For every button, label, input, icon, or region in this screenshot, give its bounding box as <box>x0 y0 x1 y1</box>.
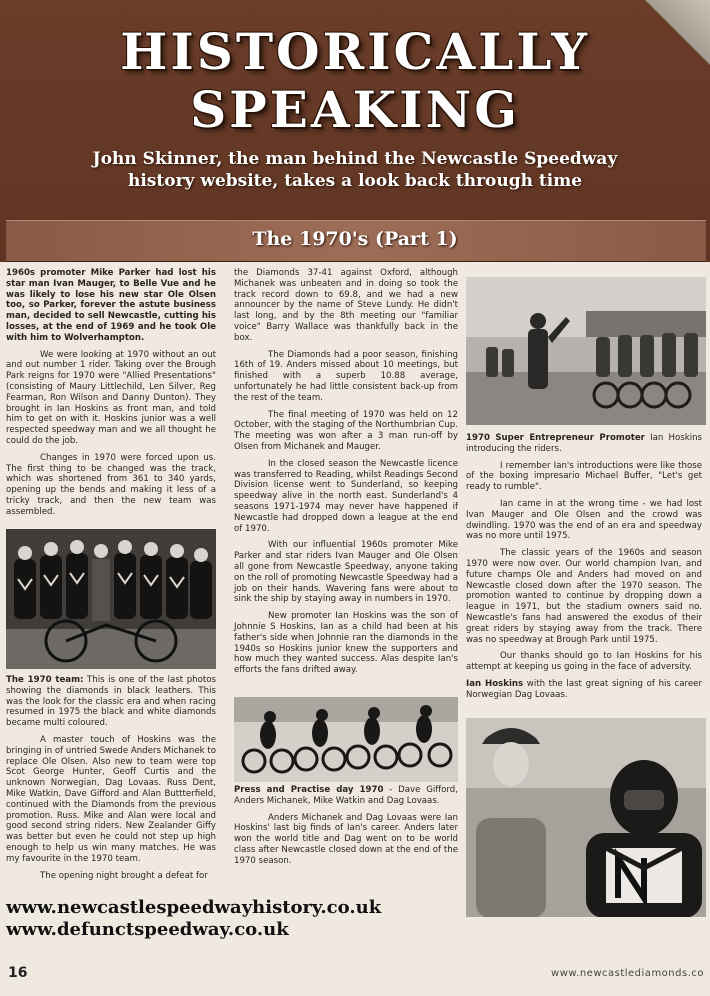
page-number: 16 <box>8 965 28 981</box>
hoskins-lovaas-photo <box>466 718 706 918</box>
intro-paragraph: 1960s promoter Mike Parker had lost his star man Ivan Mauger, to Belle Vue and he was likely to lose his new star Ole Olsen too, so Parker, forever the astute business man, decided to sell Newcastle, cutting his losses, at the end of 1969 and he took Ole with him to Wolverhampton. <box>6 268 216 343</box>
website-link-history[interactable]: www.newcastlespeedwayhistory.co.uk <box>6 897 382 918</box>
column-3 <box>466 433 702 707</box>
paragraph: We were looking at 1970 without an out and out number 1 rider. Taking over the Brough Park reigns for 1970 were "Allied Presentations" (consisting of Maury Littlechild, Len Silver, Reg Fearman, Ron Wilson and Danny Dunton). They brought in Ian Hoskins as front man, and told him to get on with it. Hoskins junior was a well respected speedway man and we all thought he could do the job. <box>6 349 216 446</box>
title-line-1: HISTORICALLY <box>120 22 590 81</box>
hoskins-lovaas-illustration <box>466 718 706 918</box>
column-2 <box>234 268 458 682</box>
website-link-defunct[interactable]: www.defunctspeedway.co.uk <box>6 919 289 940</box>
paragraph: Ian came in at the wrong time - we had lost Ivan Mauger and Ole Olsen and the crowd was dwindling. 1970 was the end of an era and speedway was no more until 1975. <box>466 498 702 542</box>
paragraph: New promoter Ian Hoskins was the son of Johnnie S Hoskins, Ian as a child had been at his father's side when Johnnie ran the diamonds in the 1940s so Hoskins junior knew the supporters and how much they wanted success. Alas despite Ian's efforts the fans drifted away. <box>234 611 458 676</box>
paragraph: In the closed season the Newcastle licence was transferred to Reading, whilst Readings Second Division license went to Sunderland, so keeping speedway alive in the north east. Sunderland's 4 seasons 1971-1974 may never have happened if Newcastle had dropped down a league at the end of 1970. <box>234 458 458 534</box>
footer-website: www.newcastlediamonds.co <box>551 968 704 979</box>
paragraph: the Diamonds 37-41 against Oxford, although Michanek was unbeaten and in doing so took the track record down to 69.8, and we had a new announcer by the name of Steve Lundy. He didn't last long, and by the 8th meeting our "familiar voice" Barry Wallace was thankfully back in the box. <box>234 268 458 343</box>
column-1 <box>6 268 216 524</box>
title-line-2: SPEAKING <box>190 80 520 139</box>
practice-day-illustration <box>234 697 458 782</box>
team-photo-1970 <box>6 529 216 669</box>
column-1-lower <box>6 675 216 887</box>
paragraph: With our influential 1960s promoter Mike Parker and star riders Ivan Mauger and Ole Olsen all gone from Newcastle Speedway, anyone taking on the roll of promoting Newcastle Speedway had a job on their hands. Wavering fans were about to sink the ship by staying away in numbers in 1970. <box>234 540 458 605</box>
paragraph: The opening night brought a defeat for <box>40 870 208 881</box>
caption-text: This is one of the last photos showing the diamonds in black leathers. This was the look for the classic era and when racing resumed in 1975 the black and white diamonds became multi coloured. <box>6 675 216 729</box>
paragraph: Changes in 1970 were forced upon us. The first thing to be changed was the track, which was shortened from 361 to 340 yards, opening up the bends and making it less of a tricky track, and then the new team was assembled. <box>6 452 216 517</box>
column-2-lower <box>234 785 458 873</box>
paragraph: Our thanks should go to Ian Hoskins for his attempt at keeping us going in the face of adversity. <box>466 651 702 673</box>
paragraph: The classic years of the 1960s and season 1970 were now over. Our world champion Ivan, and future champs Ole and Anders had moved on and Newcastle closed down after the 1970 season. The promotion wanted to continue by dropping down a league in 1971, but the stadium owners said no. Newcastle's fans had answered the exodus of their great riders by staying away from the track. There was no speedway at Brough Park until 1975. <box>466 548 702 645</box>
caption-text: with the last great signing of his career Norwegian Dag Lovaas. <box>466 678 702 700</box>
paragraph: I remember Ian's introductions were like those of the boxing impresario Michael Buffer, "Let's get ready to rumble". <box>466 460 702 493</box>
promoter-introduction-photo <box>466 277 706 425</box>
caption-label: The 1970 team: <box>6 675 84 685</box>
promoter-introduction-illustration <box>466 277 706 425</box>
caption-text: Ian Hoskins introducing the riders. <box>466 433 703 454</box>
subtitle: John Skinner, the man behind the Newcastle Speedway history website, takes a look back through time <box>92 149 618 191</box>
paragraph: A master touch of Hoskins was the bringing in of untried Swede Anders Michanek to replace Ole Olsen. Also new to team were top Scot George Hunter, Geoff Curtis and the unknown Norwegian, Dag Lovaas. Russ Dent, Mike Watkin, Dave Gifford and Alan Buttterfield, continued with the Diamonds from the previous promotion. Russ. Mike and Alan were local and good second string riders. New Zealander Giffy was better but even he could not step up high enough to help us win many matches. He was my favourite in the 1970 team. <box>6 734 216 864</box>
paragraph: Anders Michanek and Dag Lovaas were Ian Hoskins' last big finds of Ian's career. Anders later won the world title and Dag went on to be world class after Newcastle closed down at the end of the 1970 season. <box>234 812 458 866</box>
paragraph: The Diamonds had a poor season, finishing 16th of 19. Anders missed about 10 meetings, but finished with a superb 10.88 average, unfortunately he had little consistent back-up from the rest of the team. <box>234 349 458 403</box>
team-photo-illustration <box>6 529 216 669</box>
caption-text: - Dave Gifford, Anders Michanek, Mike Watkin and Dag Lovaas. <box>234 785 458 806</box>
section-title: The 1970's (Part 1) <box>252 228 458 250</box>
paragraph: The final meeting of 1970 was held on 12 October, with the staging of the Northumbrian Cup. The meeting was won after a 3 man run-off by Olsen from Michanek and Mauger. <box>234 409 458 452</box>
caption-label: Press and Practise day 1970 <box>234 785 384 795</box>
caption-label: Ian Hoskins <box>466 678 524 689</box>
caption-label: 1970 Super Entrepreneur Promoter <box>466 433 645 443</box>
practice-day-photo <box>234 697 458 782</box>
